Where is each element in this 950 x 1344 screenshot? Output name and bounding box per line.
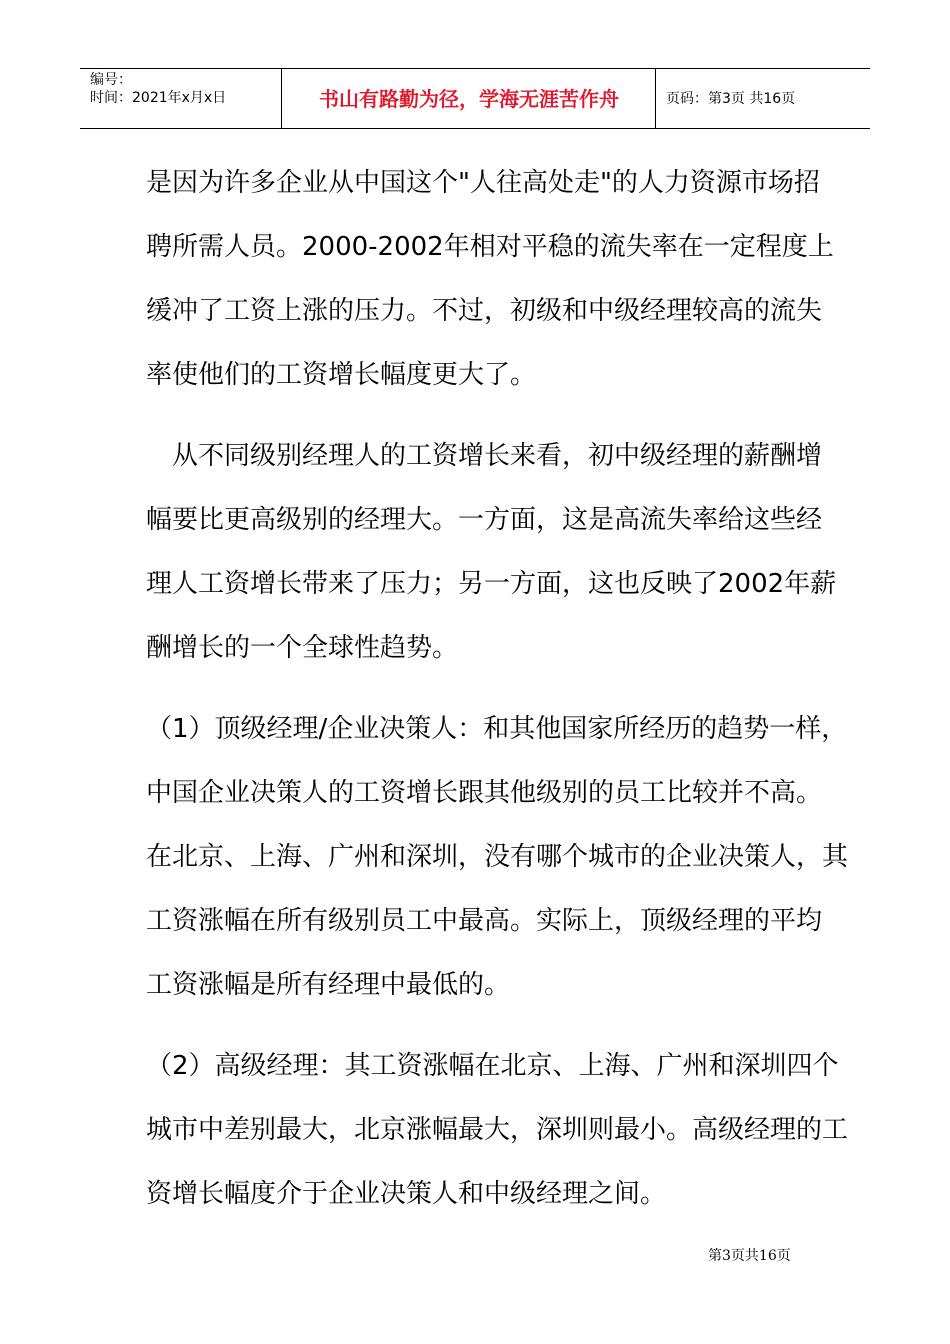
paragraph-line: 聘所需人员。2000-2002年相对平稳的流失率在一定程度上 <box>146 232 834 262</box>
paragraph-line: 理人工资增长带来了压力；另一方面，这也反映了2002年薪 <box>146 569 837 599</box>
footer-page-number: 第3页共16页 <box>708 1248 791 1264</box>
paragraph-line: 资增长幅度介于企业决策人和中级经理之间。 <box>146 1179 667 1209</box>
paragraph-line: （1）顶级经理/企业决策人：和其他国家所经历的趋势一样， <box>146 714 848 744</box>
paragraph-line: 从不同级别经理人的工资增长来看，初中级经理的薪酬增 <box>172 441 823 471</box>
header-motto-cell <box>282 69 656 128</box>
paragraph-line: 幅要比更高级别的经理大。一方面，这是高流失率给这些经 <box>146 505 823 535</box>
paragraph-line: 工资涨幅在所有级别员工中最高。实际上，顶级经理的平均 <box>146 906 823 936</box>
paragraph-line: 中国企业决策人的工资增长跟其他级别的员工比较并不高。 <box>146 778 823 808</box>
header-page-label: 页码：第3页 共16页 <box>666 91 796 107</box>
header-meta-cell <box>80 69 282 128</box>
paragraph-line: 城市中差别最大，北京涨幅最大，深圳则最小。高级经理的工 <box>146 1115 849 1145</box>
motto-text: 书山有路勤为径，学海无涯苦作舟 <box>319 87 619 111</box>
paragraph-line: 工资涨幅是所有经理中最低的。 <box>146 970 511 1000</box>
paragraph-line: 是因为许多企业从中国这个"人往高处走"的人力资源市场招 <box>146 168 820 198</box>
number-label: 编号： <box>90 72 132 88</box>
document-header <box>80 68 870 129</box>
paragraph-line: 在北京、上海、广州和深圳，没有哪个城市的企业决策人，其 <box>146 842 849 872</box>
paragraph-line: （2）高级经理：其工资涨幅在北京、上海、广州和深圳四个 <box>146 1051 839 1081</box>
date-label: 时间：2021年x月x日 <box>90 90 227 106</box>
header-page-cell <box>656 69 870 128</box>
paragraph-line: 酬增长的一个全球性趋势。 <box>146 633 459 663</box>
paragraph-line: 率使他们的工资增长幅度更大了。 <box>146 360 537 390</box>
paragraph-line: 缓冲了工资上涨的压力。不过，初级和中级经理较高的流失 <box>146 296 823 326</box>
